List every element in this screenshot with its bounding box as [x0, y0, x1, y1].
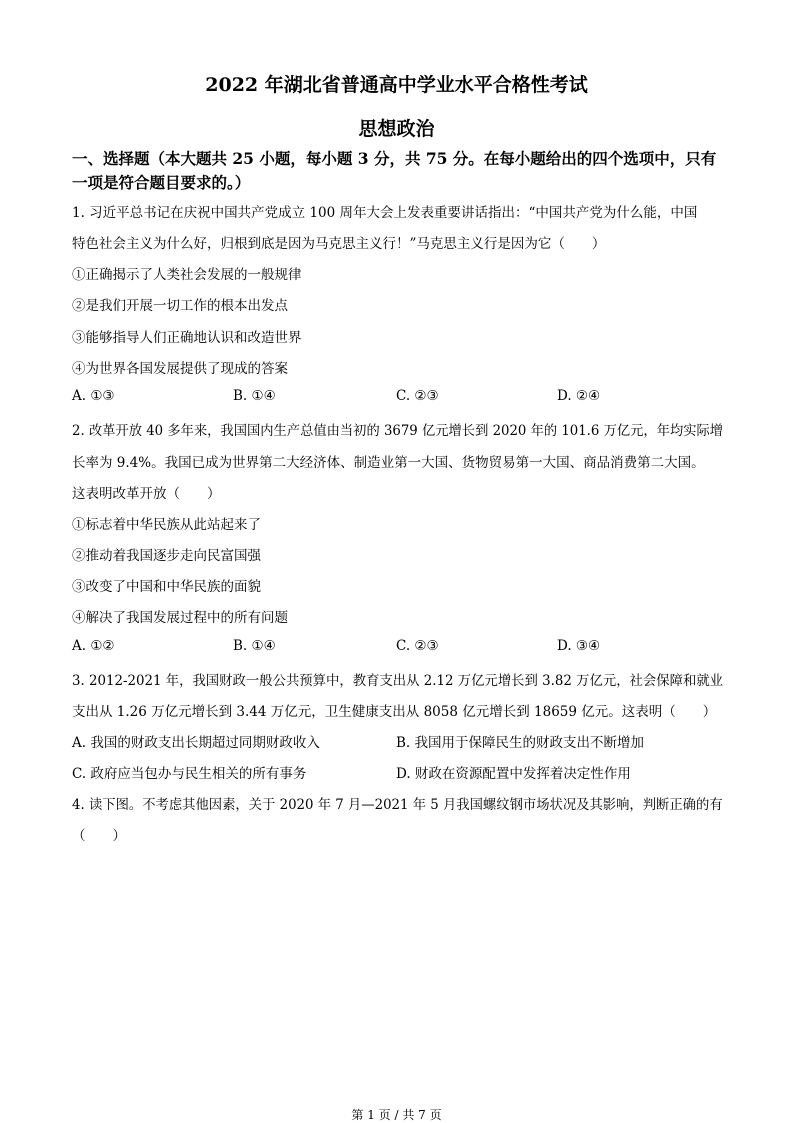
statement-item: ③改变了中国和中华民族的面貌 — [72, 579, 261, 595]
question-stem: 2. 改革开放 40 多年来，我国国内生产总值由当初的 3679 亿元增长到 2020 年的 101.6 万亿元，年均实际增 — [72, 423, 724, 439]
option-a: A. ①② — [72, 638, 115, 654]
section-heading: 一、选择题（本大题共 25 小题，每小题 3 分，共 75 分。在每小题给出的四个选项中，只有 — [72, 149, 717, 168]
option-d: D. ③④ — [557, 638, 601, 654]
exam-title: 2022 年湖北省普通高中学业水平合格性考试 — [205, 74, 588, 96]
option-b: B. 我国用于保障民生的财政支出不断增加 — [396, 735, 645, 751]
question-stem: 特色社会主义为什么好，归根到底是因为马克思主义行！”马克思主义行是因为它（ ） — [72, 236, 606, 252]
question-stem: 长率为 9.4%。我国已成为世界第二大经济体、制造业第一大国、货物贸易第一大国、商品消费第二大国。 — [72, 455, 705, 471]
question-stem: 支出从 1.26 万亿元增长到 3.44 万亿元，卫生健康支出从 8058 亿元增长到 18659 亿元。这表明（ ） — [72, 704, 717, 720]
option-c: C. ②③ — [396, 388, 439, 404]
page-number: 第 1 页 / 共 7 页 — [351, 1108, 442, 1122]
question-stem: 1. 习近平总书记在庆祝中国共产党成立 100 周年大会上发表重要讲话指出：“中国共产党为什么能，中国 — [72, 205, 698, 221]
statement-item: ④解决了我国发展过程中的所有问题 — [72, 610, 288, 626]
question-stem: （ ） — [72, 828, 126, 844]
statement-item: ③能够指导人们正确地认识和改造世界 — [72, 330, 302, 346]
section-heading-cont: 一项是符合题目要求的。） — [72, 173, 251, 192]
statement-item: ②是我们开展一切工作的根本出发点 — [72, 298, 288, 314]
statement-item: ①标志着中华民族从此站起来了 — [72, 517, 261, 533]
option-b: B. ①④ — [233, 638, 276, 654]
option-c: C. 政府应当包办与民生相关的所有事务 — [72, 766, 307, 782]
question-stem: 4. 读下图。不考虑其他因素，关于 2020 年 7 月—2021 年 5 月我国螺纹钢市场状况及其影响，判断正确的有 — [72, 797, 723, 813]
subject-title: 思想政治 — [358, 118, 435, 140]
option-d: D. 财政在资源配置中发挥着决定性作用 — [396, 766, 631, 782]
question-stem: 3. 2012-2021 年，我国财政一般公共预算中，教育支出从 2.12 万亿元增长到 3.82 万亿元，社会保障和就业 — [72, 673, 724, 689]
option-a: A. 我国的财政支出长期超过同期财政收入 — [72, 735, 320, 751]
statement-item: ②推动着我国逐步走向民富国强 — [72, 548, 261, 564]
question-stem: 这表明改革开放（ ） — [72, 486, 221, 502]
option-b: B. ①④ — [233, 388, 276, 404]
option-c: C. ②③ — [396, 638, 439, 654]
statement-item: ④为世界各国发展提供了现成的答案 — [72, 361, 288, 377]
option-a: A. ①③ — [72, 388, 115, 404]
option-d: D. ②④ — [557, 388, 601, 404]
statement-item: ①正确揭示了人类社会发展的一般规律 — [72, 267, 302, 283]
